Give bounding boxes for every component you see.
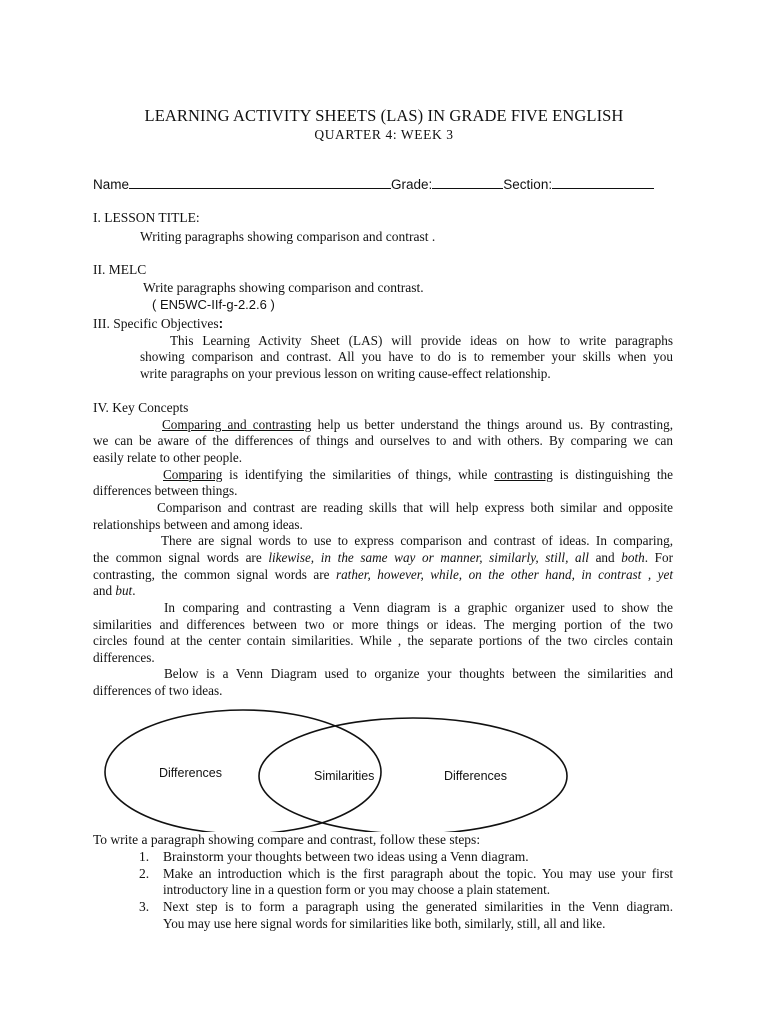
key-concepts-heading: IV. Key Concepts — [93, 400, 189, 415]
kc-p1-line-3: easily relate to other people. — [93, 450, 243, 465]
venn-right-circle — [259, 718, 567, 834]
kc-p4-line-4: and but. — [93, 583, 136, 598]
kc-p6-line-2: differences of two ideas. — [93, 683, 223, 698]
grade-label: Grade: — [391, 177, 433, 192]
objectives-heading-colon: : — [218, 316, 224, 331]
kc-p4-line-2: the common signal words are likewise, in the same way or manner, similarly, still, all and both. For — [93, 550, 673, 565]
objectives-line-3: write paragraphs on your previous lesson on writing cause-effect relationship. — [140, 366, 551, 381]
melc-code: ( EN5WC-IIf-g-2.2.6 ) — [152, 297, 275, 312]
kc-p1-underlined: Comparing and contrasting — [162, 417, 312, 432]
lesson-title-text: Writing paragraphs showing comparison and contrast . — [140, 229, 436, 244]
step-2-number: 2. — [139, 866, 150, 881]
kc-p2-contrasting: contrasting — [494, 467, 553, 482]
melc-text: Write paragraphs showing comparison and contrast. — [143, 280, 424, 295]
steps-intro: To write a paragraph showing compare and contrast, follow these steps: — [93, 832, 481, 847]
step-3-line-1: Next step is to form a paragraph using the generated similarities in the Venn diagram. — [163, 899, 673, 914]
objectives-line-1: This Learning Activity Sheet (LAS) will provide ideas on how to write paragraphs — [170, 333, 673, 348]
kc-p2-line-1: Comparing is identifying the similarities of things, while contrasting is distinguishing the — [163, 467, 673, 482]
step-1-text: Brainstorm your thoughts between two ideas using a Venn diagram. — [163, 849, 529, 864]
venn-center-label: Similarities — [314, 769, 375, 783]
step-2-line-2: introductory line in a question form or you may choose a plain statement. — [163, 882, 551, 897]
kc-p1-line-1: Comparing and contrasting help us better understand the things around us. By contrasting, — [162, 417, 673, 432]
objectives-line-2: showing comparison and contrast. All you have to do is to remember your skills when you — [140, 349, 673, 364]
venn-right-label: Differences — [444, 769, 507, 783]
kc-p5-line-2: similarities and differences between two or more things or ideas. The merging portion of the two — [93, 617, 673, 632]
kc-p5-line-1: In comparing and contrasting a Venn diagram is a graphic organizer used to show the — [164, 600, 673, 615]
melc-heading: II. MELC — [93, 262, 147, 277]
kc-p4-line-3: contrasting, the common signal words are rather, however, while, on the other hand, in contrast , yet — [93, 567, 673, 582]
kc-p5-line-4: differences. — [93, 650, 155, 665]
kc-p2-line-2: differences between things. — [93, 483, 238, 498]
kc-p3-line-1: Comparison and contrast are reading skills that will help express both similar and opposite — [157, 500, 673, 515]
document-subtitle: QUARTER 4: WEEK 3 — [314, 127, 454, 142]
section-label: Section: — [503, 177, 553, 192]
kc-p4-line-1: There are signal words to use to express comparison and contrast of ideas. In comparing, — [161, 533, 673, 548]
document-title: LEARNING ACTIVITY SHEETS (LAS) IN GRADE FIVE ENGLISH — [144, 106, 624, 125]
kc-p3-line-2: relationships between and among ideas. — [93, 517, 303, 532]
step-3-number: 3. — [139, 899, 150, 914]
step-3-line-2: You may use here signal words for similarities like both, similarly, still, all and like. — [163, 916, 606, 931]
objectives-heading-text: III. Specific Objectives — [93, 316, 219, 331]
name-label: Name — [93, 177, 130, 192]
step-1-number: 1. — [139, 849, 150, 864]
kc-p6-line-1: Below is a Venn Diagram used to organize your thoughts between the similarities and — [164, 666, 673, 681]
kc-p2-comparing: Comparing — [163, 467, 223, 482]
kc-p1-line-2: we can be aware of the differences of things and ourselves to and with others. By comparing we can — [93, 433, 673, 448]
venn-left-label: Differences — [159, 766, 222, 780]
lesson-title-heading: I. LESSON TITLE: — [93, 210, 200, 225]
step-2-line-1: Make an introduction which is the first paragraph about the topic. You may use your first — [163, 866, 673, 881]
kc-p5-line-3: circles found at the center contain similarities. While , the separate portions of the two circles contain — [93, 633, 673, 648]
